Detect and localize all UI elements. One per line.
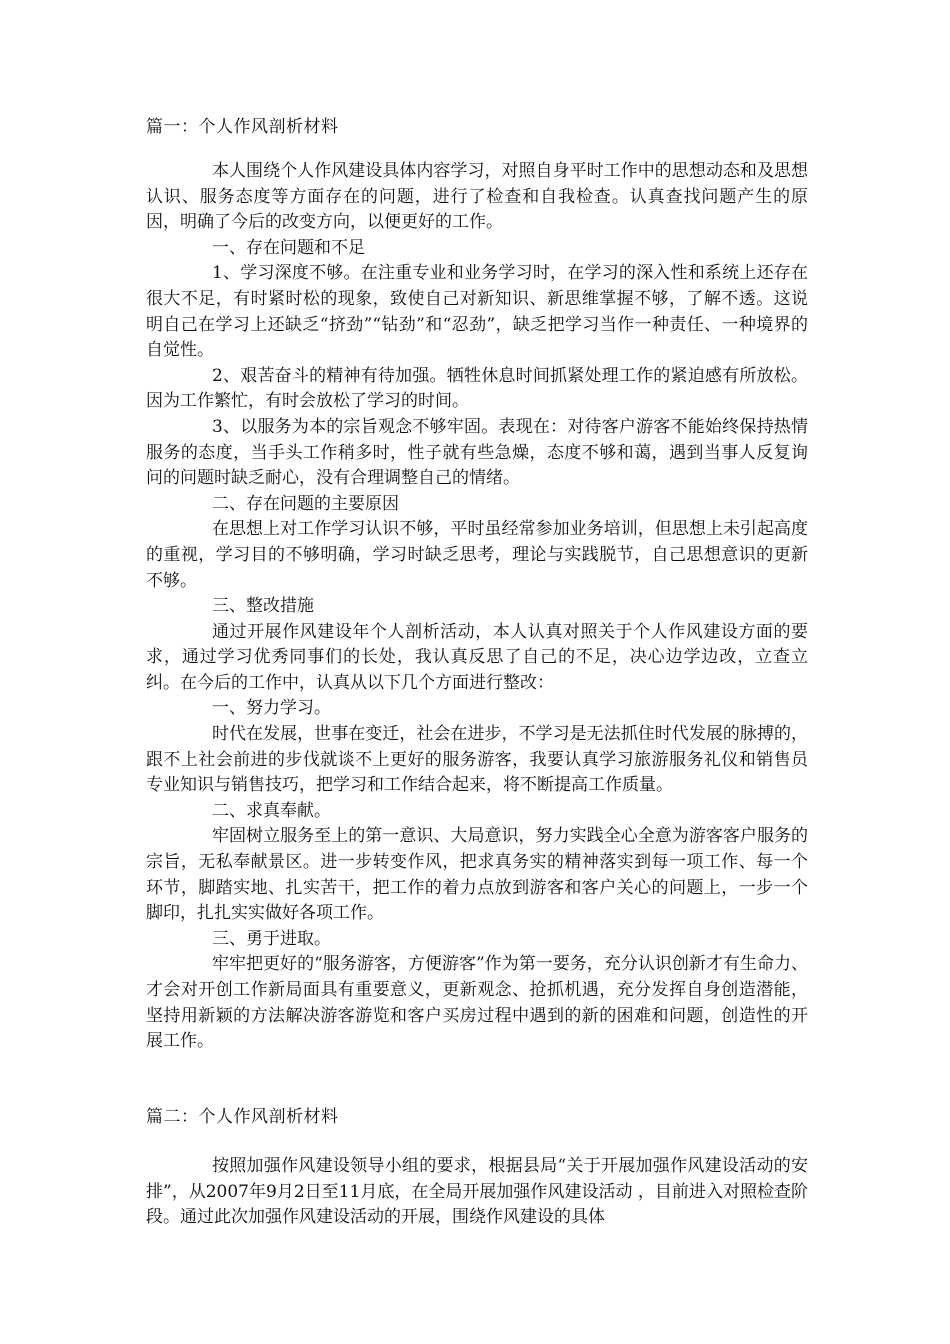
- section-title-1: 篇一：个人作风剖析材料: [146, 117, 339, 137]
- paragraph: 牢牢把更好的“服务游客，方便游客”作为第一要务，充分认识创新才有生命力、才会对开创工作新局面具有重要意义，更新观念、抢抓机遇，充分发挥自身创造潜能，坚持用新颖的方法解决游客游览和客户买房过程中遇到的新的困难和问题，创造性的开展工作。: [146, 954, 808, 1052]
- paragraph: 时代在发展，世事在变迁，社会在进步，不学习是无法抓住时代发展的脉搏的，跟不上社会前进的步伐就谈不上更好的服务游客，我要认真学习旅游服务礼仪和销售员专业知识与销售技巧，把学习和工作结合起来，将不断提高工作质量。: [146, 724, 808, 796]
- subheading: 一、努力学习。: [212, 698, 331, 719]
- subheading: 三、勇于进取。: [212, 928, 331, 949]
- section-body-2: [146, 1154, 808, 1231]
- subheading: 二、求真奉献。: [212, 800, 331, 821]
- paragraph: 通过开展作风建设年个人剖析活动，本人认真对照关于个人作风建设方面的要求，通过学习优秀同事们的长处，我认真反思了自己的不足，决心边学边改，立查立纠。在今后的工作中，认真从以下几个方面进行整改：: [146, 621, 808, 693]
- subheading: 二、存在问题的主要原因: [212, 493, 399, 514]
- paragraph: 牢固树立服务至上的第一意识、大局意识，努力实践全心全意为游客客户服务的宗旨，无私奉献景区。进一步转变作风，把求真务实的精神落实到每一项工作、每一个环节，脚踏实地、扎实苦干，把工作的着力点放到游客和客户关心的问题上，一步一个脚印，扎扎实实做好各项工作。: [146, 826, 808, 924]
- subheading: 三、整改措施: [212, 596, 314, 617]
- paragraph: 按照加强作风建设领导小组的要求，根据县局“关于开展加强作风建设活动的安排”，从2007年9月2日至11月底，在全局开展加强作风建设活动 ，目前进入对照检查阶段。通过此次加强作风建设活动的开展，围绕作风建设的具体: [146, 1156, 808, 1228]
- section-body-1: [146, 159, 808, 1055]
- paragraph: 1、学习深度不够。在注重专业和业务学习时，在学习的深入性和系统上还存在很大不足，有时紧时松的现象，致使自己对新知识、新思维掌握不够，了解不透。这说明自己在学习上还缺乏“挤劲”“钻劲”和“忍劲”，缺乏把学习当作一种责任、一种境界的自觉性。: [146, 263, 808, 361]
- paragraph: 2、艰苦奋斗的精神有待加强。牺牲休息时间抓紧处理工作的紧迫感有所放松。因为工作繁忙，有时会放松了学习的时间。: [146, 365, 808, 412]
- subheading: 一、存在问题和不足: [212, 237, 365, 258]
- paragraph: 在思想上对工作学习认识不够，平时虽经常参加业务培训，但思想上未引起高度的重视，学习目的不够明确，学习时缺乏思考，理论与实践脱节，自己思想意识的更新不够。: [146, 519, 808, 591]
- paragraph: 3、以服务为本的宗旨观念不够牢固。表现在：对待客户游客不能始终保持热情服务的态度，当手头工作稍多时，性子就有些急燥，态度不够和蔼，遇到当事人反复询问的问题时缺乏耐心，没有合理调整自己的情绪。: [146, 416, 808, 489]
- section-title-2: 篇二：个人作风剖析材料: [146, 1107, 339, 1127]
- paragraph: 本人围绕个人作风建设具体内容学习，对照自身平时工作中的思想动态和及思想认识、服务态度等方面存在的问题，进行了检查和自我检查。认真查找问题产生的原因，明确了今后的改变方向，以便更好的工作。: [146, 161, 808, 233]
